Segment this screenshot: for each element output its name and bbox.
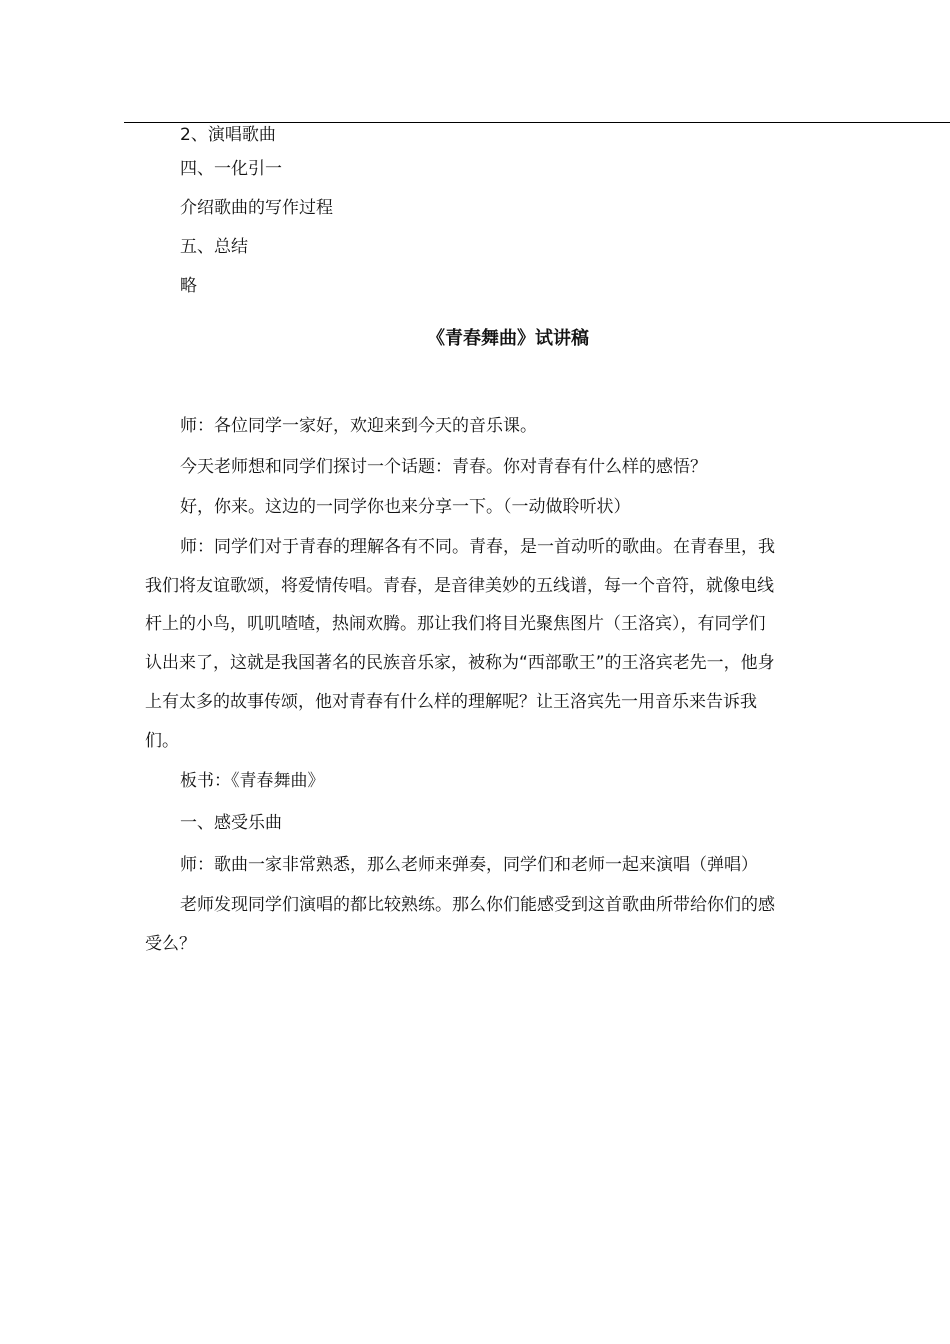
paragraph-4-line-6: 们。 [145,731,179,751]
paragraph-4-line-2: 我们将友谊歌颂，将爱情传唱。青春，是音律美妙的五线谱，每一个音符，就像电线 [145,576,774,596]
paragraph-5: 板书：《青春舞曲》 [180,771,325,791]
paragraph-4-line-4: 认出来了，这就是我国著名的民族音乐家，被称为“西部歌王”的王洛宾老先一，他身 [145,653,775,673]
paragraph-4-line-5: 上有太多的故事传颂，他对青春有什么样的理解呢？让王洛宾先一用音乐来告诉我 [145,692,757,712]
outline-line-4: 五、总结 [180,237,248,257]
paragraph-2: 今天老师想和同学们探讨一个话题：青春。你对青春有什么样的感悟？ [180,457,707,477]
paragraph-1: 师：各位同学一家好，欢迎来到今天的音乐课。 [180,416,537,436]
outline-line-3: 介绍歌曲的写作过程 [180,198,333,218]
paragraph-3: 好，你来。这边的一同学你也来分享一下。（一动做聆听状） [180,497,631,517]
paragraph-6: 一、感受乐曲 [180,813,282,833]
document-title: 《青春舞曲》试讲稿 [427,328,589,349]
paragraph-8-line-1: 老师发现同学们演唱的都比较熟练。那么你们能感受到这首歌曲所带给你们的感 [180,895,775,915]
paragraph-7: 师：歌曲一家非常熟悉，那么老师来弹奏，同学们和老师一起来演唱（弹唱） [180,855,758,875]
paragraph-4-line-1: 师：同学们对于青春的理解各有不同。青春，是一首动听的歌曲。在青春里，我 [180,537,775,557]
outline-line-1: 2、演唱歌曲 [180,125,276,145]
paragraph-8-line-2: 受么？ [145,934,196,954]
outline-line-5: 略 [180,276,197,296]
paragraph-4-line-3: 杆上的小鸟，叽叽喳喳，热闹欢腾。那让我们将目光聚焦图片（王洛宾），有同学们 [145,614,766,634]
outline-line-2: 四、一化引一 [180,159,282,179]
